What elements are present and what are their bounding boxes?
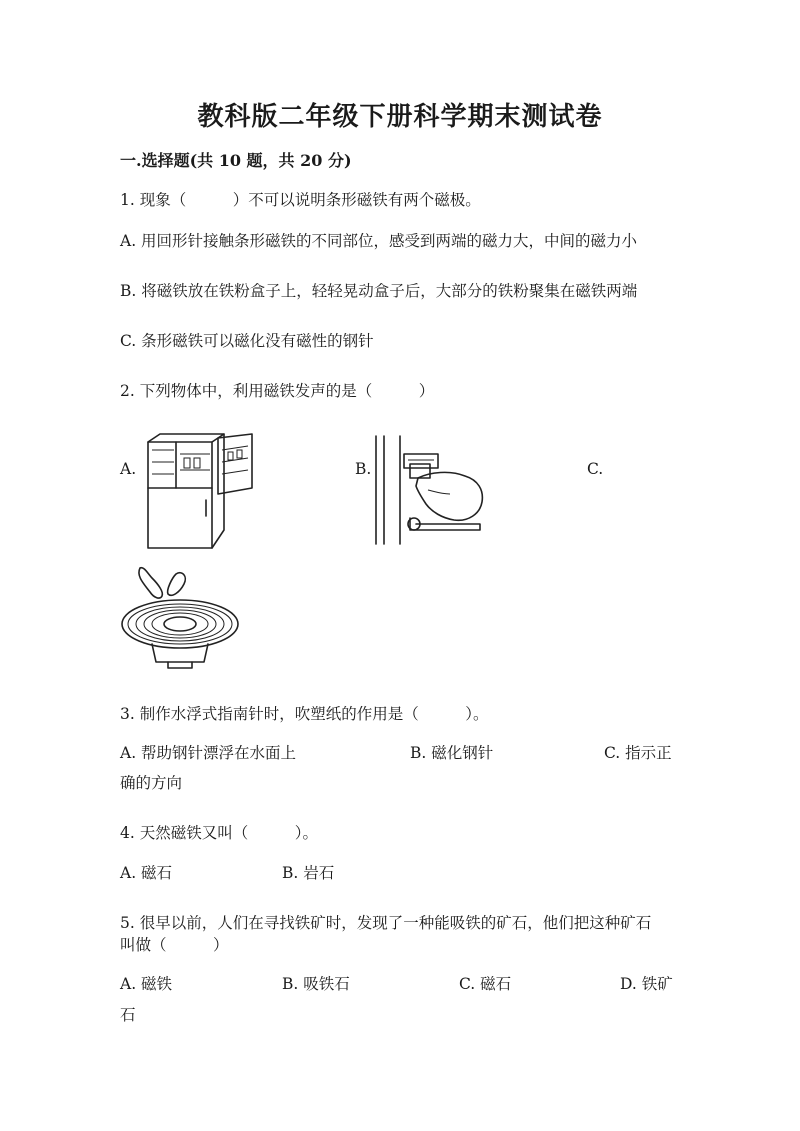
question-2-option-b[interactable]: B. bbox=[355, 460, 372, 478]
question-5-option-d-continued: 石 bbox=[120, 1006, 136, 1024]
speaker-image bbox=[118, 562, 243, 674]
question-3-option-c[interactable]: C. 指示正 bbox=[604, 744, 672, 762]
door-card-lock-image bbox=[370, 432, 495, 547]
question-5-option-d[interactable]: D. 铁矿 bbox=[620, 975, 673, 993]
question-3-option-a[interactable]: A. 帮助钢针漂浮在水面上 bbox=[120, 744, 297, 762]
question-2-stem: 2. 下列物体中，利用磁铁发声的是（ ） bbox=[120, 382, 435, 400]
question-5-stem-continued: 叫做（ ） bbox=[120, 936, 229, 954]
question-4-stem: 4. 天然磁铁又叫（ ）。 bbox=[120, 824, 318, 842]
page-title: 教科版二年级下册科学期末测试卷 bbox=[197, 102, 603, 132]
question-5-option-a[interactable]: A. 磁铁 bbox=[120, 975, 173, 993]
question-1-option-b[interactable]: B. 将磁铁放在铁粉盒子上，轻轻晃动盒子后，大部分的铁粉聚集在磁铁两端 bbox=[120, 282, 638, 300]
question-5-option-c[interactable]: C. 磁石 bbox=[459, 975, 512, 993]
question-1-option-c[interactable]: C. 条形磁铁可以磁化没有磁性的钢针 bbox=[120, 332, 374, 350]
question-1-option-a[interactable]: A. 用回形针接触条形磁铁的不同部位，感受到两端的磁力大，中间的磁力小 bbox=[120, 232, 638, 250]
question-4-option-b[interactable]: B. 岩石 bbox=[282, 864, 335, 882]
question-3-option-b[interactable]: B. 磁化钢针 bbox=[410, 744, 494, 762]
question-2-option-a[interactable]: A. bbox=[120, 460, 137, 478]
question-1-stem: 1. 现象（ ）不可以说明条形磁铁有两个磁极。 bbox=[120, 191, 481, 209]
question-5-stem: 5. 很早以前，人们在寻找铁矿时，发现了一种能吸铁的矿石，他们把这种矿石 bbox=[120, 914, 652, 932]
question-2-option-c[interactable]: C. bbox=[587, 460, 604, 478]
question-3-stem: 3. 制作水浮式指南针时，吹塑纸的作用是（ ）。 bbox=[120, 705, 489, 723]
question-5-option-b[interactable]: B. 吸铁石 bbox=[282, 975, 350, 993]
section-heading: 一.选择题(共 10 题，共 20 分) bbox=[120, 151, 352, 170]
refrigerator-image bbox=[140, 430, 260, 555]
question-3-option-c-continued: 确的方向 bbox=[120, 774, 183, 792]
question-4-option-a[interactable]: A. 磁石 bbox=[120, 864, 173, 882]
